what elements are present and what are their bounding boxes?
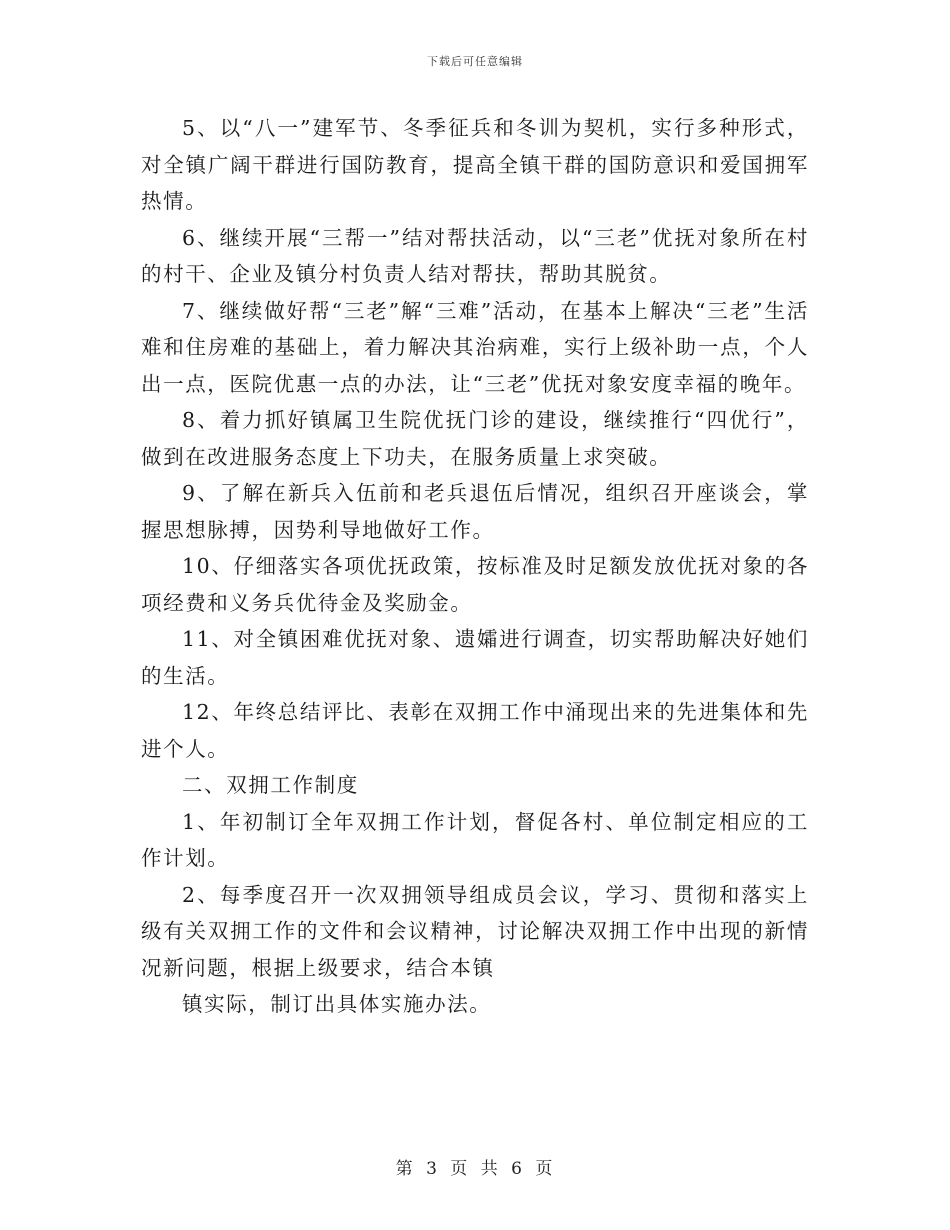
- paragraph-item-11: 11、对全镇困难优抚对象、遗孀进行调查，切实帮助解决好她们的生活。: [141, 627, 809, 688]
- paragraph-item-12: 12、年终总结评比、表彰在双拥工作中涌现出来的先进集体和先进个人。: [141, 700, 809, 761]
- paragraph-item-8: 8、着力抓好镇属卫生院优抚门诊的建设，继续推行“四优行”，做到在改进服务态度上下功夫，在服务质量上求突破。: [141, 408, 809, 469]
- paragraph-continuation: 镇实际，制订出具体实施办法。: [182, 992, 492, 1016]
- paragraph-item-9: 9、了解在新兵入伍前和老兵退伍后情况，组织召开座谈会，掌握思想脉搏，因势利导地做好工作。: [141, 481, 809, 542]
- document-body: [141, 110, 809, 1023]
- paragraph-rule-2: 2、每季度召开一次双拥领导组成员会议，学习、贯彻和落实上级有关双拥工作的文件和会议精神，讨论解决双拥工作中出现的新情况新问题，根据上级要求，结合本镇: [141, 882, 809, 980]
- section-heading: 二、双拥工作制度: [182, 773, 359, 797]
- paragraph-item-10: 10、仔细落实各项优抚政策，按标准及时足额发放优抚对象的各项经费和义务兵优待金及奖励金。: [141, 554, 809, 615]
- page-number: 第 3 页 共 6 页: [395, 1159, 555, 1179]
- page-header: 下载后可任意编辑: [427, 55, 523, 68]
- paragraph-item-7: 7、继续做好帮“三老”解“三难”活动，在基本上解决“三老”生活难和住房难的基础上，着力解决其治病难，实行上级补助一点，个人出一点，医院优惠一点的办法，让“三老”优抚对象安度幸福的晚年。: [141, 298, 809, 396]
- paragraph-rule-1: 1、年初制订全年双拥工作计划，督促各村、单位制定相应的工作计划。: [141, 809, 809, 870]
- paragraph-item-6: 6、继续开展“三帮一”结对帮扶活动，以“三老”优抚对象所在村的村干、企业及镇分村负责人结对帮扶，帮助其脱贫。: [141, 225, 809, 286]
- paragraph-item-5: 5、以“八一”建军节、冬季征兵和冬训为契机，实行多种形式，对全镇广阔干群进行国防教育，提高全镇干群的国防意识和爱国拥军热情。: [141, 116, 809, 213]
